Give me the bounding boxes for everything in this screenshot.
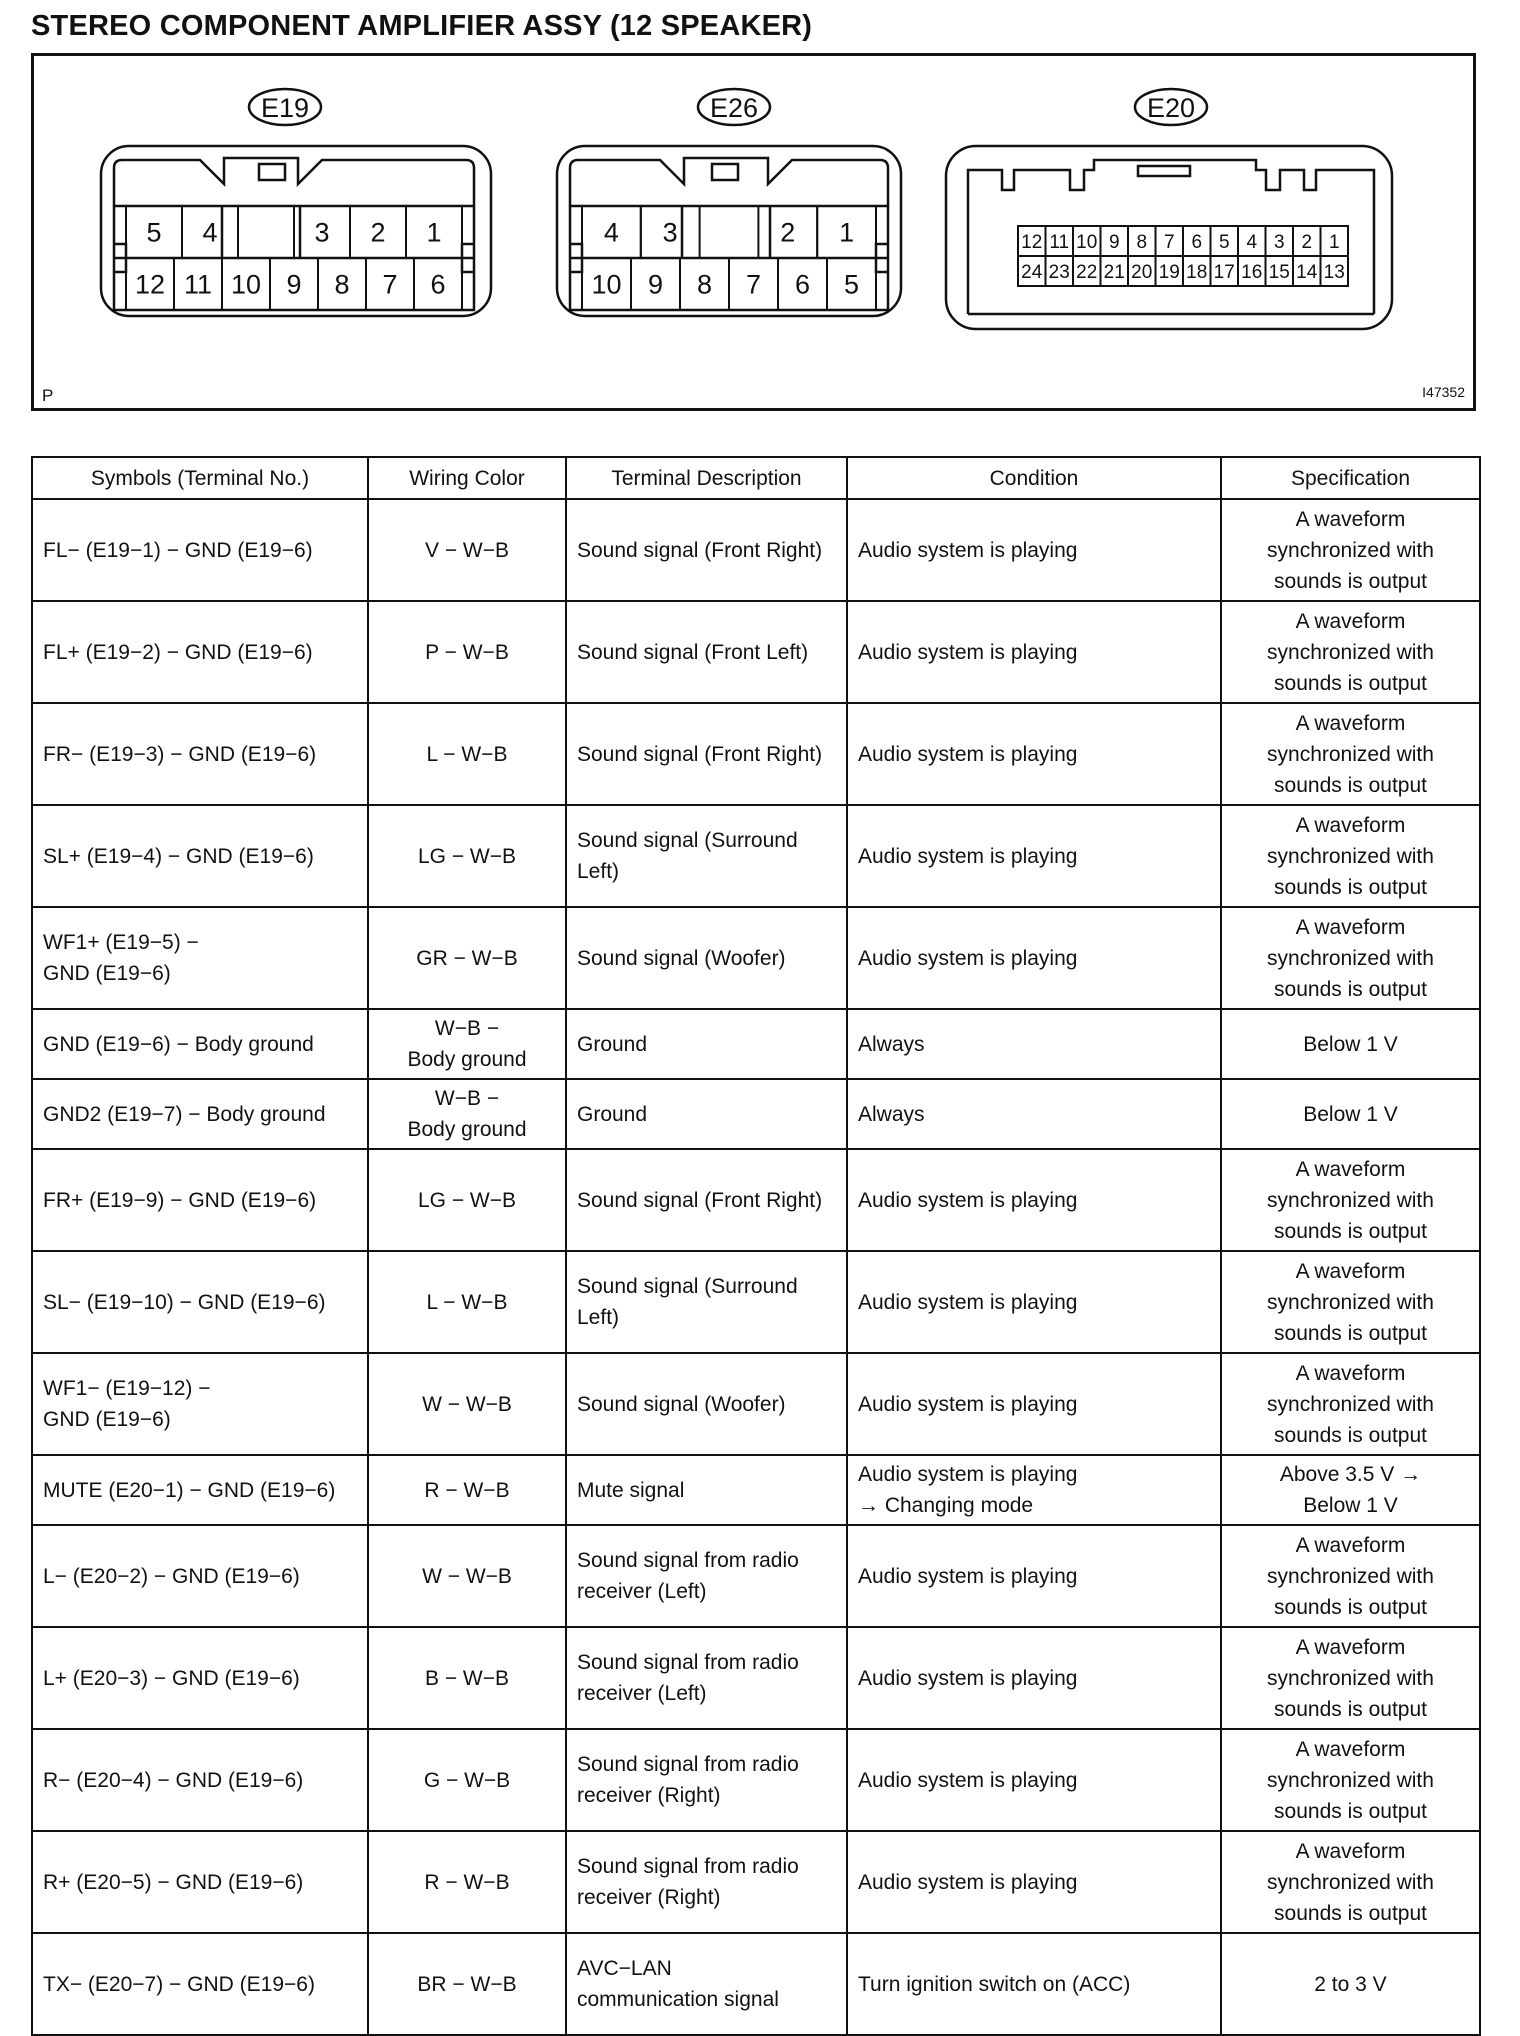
description-cell: Sound signal (Front Left) (566, 601, 847, 703)
wiring-color-cell: B − W−B (368, 1627, 566, 1729)
pin-number-bottom: 10 (591, 269, 622, 300)
pin-number-top: 2 (1301, 231, 1313, 253)
symbol-cell: GND (E19−6) − Body ground (32, 1009, 368, 1079)
pin-number-bottom: 11 (183, 269, 213, 300)
table-row (32, 1149, 1480, 1251)
wiring-color-cell: L − W−B (368, 1251, 566, 1353)
connector-label: E19 (260, 93, 310, 123)
pin-number-top: 4 (1246, 231, 1258, 253)
table-row (32, 1079, 1480, 1149)
header-wiring-color: Wiring Color (368, 457, 566, 499)
specification-cell: A waveform synchronized with sounds is output (1221, 601, 1480, 703)
connector-drawings (34, 56, 1473, 408)
pin-number-bottom: 6 (430, 269, 446, 300)
pin-number-bottom: 13 (1323, 261, 1345, 283)
specification-cell: Below 1 V (1221, 1079, 1480, 1149)
table-row (32, 1525, 1480, 1627)
table-row (32, 1831, 1480, 1933)
specification-cell: A waveform synchronized with sounds is output (1221, 1627, 1480, 1729)
symbol-cell: L+ (E20−3) − GND (E19−6) (32, 1627, 368, 1729)
pin-number-top: 4 (202, 217, 218, 248)
symbol-cell: FL+ (E19−2) − GND (E19−6) (32, 601, 368, 703)
pin-number-bottom: 5 (843, 269, 860, 300)
connector-label: E20 (1146, 93, 1196, 123)
pin-number-bottom: 12 (134, 269, 166, 300)
description-cell: Mute signal (566, 1455, 847, 1525)
description-cell: Sound signal (Woofer) (566, 907, 847, 1009)
pin-number-bottom: 19 (1158, 261, 1180, 283)
pin-number-bottom: 7 (382, 269, 398, 300)
pin-number-bottom: 7 (745, 269, 762, 300)
specification-cell: Below 1 V (1221, 1009, 1480, 1079)
wiring-color-cell: V − W−B (368, 499, 566, 601)
pin-number-top: 3 (1273, 231, 1285, 253)
table-row (32, 601, 1480, 703)
header-terminal-description: Terminal Description (566, 457, 847, 499)
pin-layer (126, 206, 1348, 310)
terminal-spec-table (31, 456, 1481, 2036)
table-header-row (32, 457, 1480, 499)
figure-id: I47352 (1422, 384, 1465, 400)
pin-number-bottom: 10 (230, 269, 262, 300)
specification-cell: A waveform synchronized with sounds is output (1221, 1525, 1480, 1627)
symbol-cell: WF1− (E19−12) − GND (E19−6) (32, 1353, 368, 1455)
table-row (32, 1251, 1480, 1353)
symbol-cell: SL+ (E19−4) − GND (E19−6) (32, 805, 368, 907)
wiring-color-cell: W−B − Body ground (368, 1009, 566, 1079)
pin-number-bottom: 18 (1186, 261, 1208, 283)
table-row (32, 703, 1480, 805)
condition-cell: Always (847, 1079, 1221, 1149)
specification-cell: Above 3.5 V → Below 1 V (1221, 1455, 1480, 1525)
pin-number-bottom: 8 (696, 269, 713, 300)
pin-number-bottom: 23 (1048, 261, 1070, 283)
pin-number-bottom: 9 (286, 269, 302, 300)
wiring-color-cell: GR − W−B (368, 907, 566, 1009)
pin-number-top: 5 (146, 217, 162, 248)
condition-cell: Always (847, 1009, 1221, 1079)
pin-number-top: 10 (1076, 231, 1098, 253)
symbol-cell: TX− (E20−7) − GND (E19−6) (32, 1933, 368, 2035)
condition-cell: Audio system is playing (847, 1353, 1221, 1455)
pin-number-top: 12 (1021, 231, 1043, 253)
page-title: STEREO COMPONENT AMPLIFIER ASSY (12 SPEAKER) (31, 10, 813, 42)
symbol-cell: GND2 (E19−7) − Body ground (32, 1079, 368, 1149)
pin-number-bottom: 22 (1076, 261, 1098, 283)
condition-cell: Audio system is playing (847, 499, 1221, 601)
pin-number-top: 3 (662, 217, 678, 248)
pin-number-top: 1 (1328, 231, 1340, 253)
specification-cell: A waveform synchronized with sounds is output (1221, 907, 1480, 1009)
table-row (32, 1353, 1480, 1455)
description-cell: Sound signal from radio receiver (Left) (566, 1627, 847, 1729)
table-row (32, 907, 1480, 1009)
condition-cell: Audio system is playing (847, 703, 1221, 805)
wiring-color-cell: W − W−B (368, 1353, 566, 1455)
description-cell: Sound signal from radio receiver (Right) (566, 1831, 847, 1933)
header-condition: Condition (847, 457, 1221, 499)
pin-number-top: 1 (426, 217, 442, 248)
pin-number-bottom: 17 (1213, 261, 1235, 283)
symbol-cell: SL− (E19−10) − GND (E19−6) (32, 1251, 368, 1353)
condition-cell: Turn ignition switch on (ACC) (847, 1933, 1221, 2035)
pin-number-top: 6 (1191, 231, 1203, 253)
pin-number-top: 8 (1136, 231, 1148, 253)
pin-number-top: 4 (603, 217, 619, 248)
table-row (32, 1729, 1480, 1831)
connector-e20 (946, 89, 1392, 329)
description-cell: Sound signal (Surround Left) (566, 805, 847, 907)
condition-cell: Audio system is playing (847, 1729, 1221, 1831)
specification-cell: A waveform synchronized with sounds is output (1221, 1729, 1480, 1831)
specification-cell: A waveform synchronized with sounds is output (1221, 703, 1480, 805)
header-specification: Specification (1221, 457, 1480, 499)
description-cell: Sound signal (Front Right) (566, 1149, 847, 1251)
symbol-cell: R− (E20−4) − GND (E19−6) (32, 1729, 368, 1831)
pin-number-top: 2 (780, 217, 796, 248)
specification-cell: A waveform synchronized with sounds is output (1221, 1353, 1480, 1455)
pin-number-top: 1 (839, 217, 855, 248)
condition-cell: Audio system is playing (847, 1831, 1221, 1933)
condition-cell: Audio system is playing (847, 907, 1221, 1009)
description-cell: Sound signal (Front Right) (566, 703, 847, 805)
description-cell: Sound signal from radio receiver (Left) (566, 1525, 847, 1627)
pin-number-bottom: 14 (1296, 261, 1318, 283)
table-body (32, 499, 1480, 2035)
connector-label: E26 (709, 93, 759, 123)
pin-number-bottom: 20 (1131, 261, 1153, 283)
pin-number-top: 3 (314, 217, 330, 248)
connector-diagram (31, 53, 1476, 411)
connector-labels (261, 93, 1195, 123)
table-row (32, 805, 1480, 907)
corner-letter: P (42, 386, 54, 405)
pin-number-bottom: 9 (647, 269, 664, 300)
pin-number-top: 2 (370, 217, 386, 248)
description-cell: Sound signal (Surround Left) (566, 1251, 847, 1353)
specification-cell: A waveform synchronized with sounds is output (1221, 1251, 1480, 1353)
description-cell: Ground (566, 1079, 847, 1149)
symbol-cell: R+ (E20−5) − GND (E19−6) (32, 1831, 368, 1933)
pin-number-top: 9 (1108, 231, 1120, 253)
pin-number-bottom: 21 (1103, 261, 1125, 283)
wiring-color-cell: L − W−B (368, 703, 566, 805)
description-cell: Sound signal from radio receiver (Right) (566, 1729, 847, 1831)
symbol-cell: MUTE (E20−1) − GND (E19−6) (32, 1455, 368, 1525)
wiring-color-cell: R − W−B (368, 1455, 566, 1525)
specification-cell: A waveform synchronized with sounds is output (1221, 1149, 1480, 1251)
symbol-cell: FR+ (E19−9) − GND (E19−6) (32, 1149, 368, 1251)
specification-cell: A waveform synchronized with sounds is output (1221, 499, 1480, 601)
description-cell: AVC−LAN communication signal (566, 1933, 847, 2035)
description-cell: Ground (566, 1009, 847, 1079)
wiring-color-cell: W − W−B (368, 1525, 566, 1627)
specification-cell: A waveform synchronized with sounds is output (1221, 1831, 1480, 1933)
pin-number-top: 11 (1049, 231, 1070, 253)
wiring-color-cell: R − W−B (368, 1831, 566, 1933)
pin-number-top: 7 (1163, 231, 1175, 253)
symbol-cell: FR− (E19−3) − GND (E19−6) (32, 703, 368, 805)
specification-cell: A waveform synchronized with sounds is output (1221, 805, 1480, 907)
symbol-cell: WF1+ (E19−5) − GND (E19−6) (32, 907, 368, 1009)
condition-cell: Audio system is playing (847, 1251, 1221, 1353)
pin-number-bottom: 24 (1021, 261, 1043, 283)
condition-cell: Audio system is playing (847, 805, 1221, 907)
wiring-color-cell: P − W−B (368, 601, 566, 703)
specification-cell: 2 to 3 V (1221, 1933, 1480, 2035)
symbol-cell: L− (E20−2) − GND (E19−6) (32, 1525, 368, 1627)
wiring-color-cell: W−B − Body ground (368, 1079, 566, 1149)
condition-cell: Audio system is playing → Changing mode (847, 1455, 1221, 1525)
table-row (32, 499, 1480, 601)
condition-cell: Audio system is playing (847, 1149, 1221, 1251)
pin-number-bottom: 6 (794, 269, 811, 300)
pin-number-bottom: 15 (1268, 261, 1290, 283)
pin-number-top: 5 (1218, 231, 1230, 253)
symbol-cell: FL− (E19−1) − GND (E19−6) (32, 499, 368, 601)
table-row (32, 1455, 1480, 1525)
header-symbols: Symbols (Terminal No.) (32, 457, 368, 499)
table-row (32, 1933, 1480, 2035)
description-cell: Sound signal (Woofer) (566, 1353, 847, 1455)
table-row (32, 1009, 1480, 1079)
wiring-color-cell: BR − W−B (368, 1933, 566, 2035)
pin-number-bottom: 16 (1241, 261, 1263, 283)
pin-number-bottom: 8 (334, 269, 350, 300)
wiring-color-cell: LG − W−B (368, 805, 566, 907)
condition-cell: Audio system is playing (847, 1525, 1221, 1627)
wiring-color-cell: LG − W−B (368, 1149, 566, 1251)
description-cell: Sound signal (Front Right) (566, 499, 847, 601)
condition-cell: Audio system is playing (847, 1627, 1221, 1729)
wiring-color-cell: G − W−B (368, 1729, 566, 1831)
table-row (32, 1627, 1480, 1729)
condition-cell: Audio system is playing (847, 601, 1221, 703)
